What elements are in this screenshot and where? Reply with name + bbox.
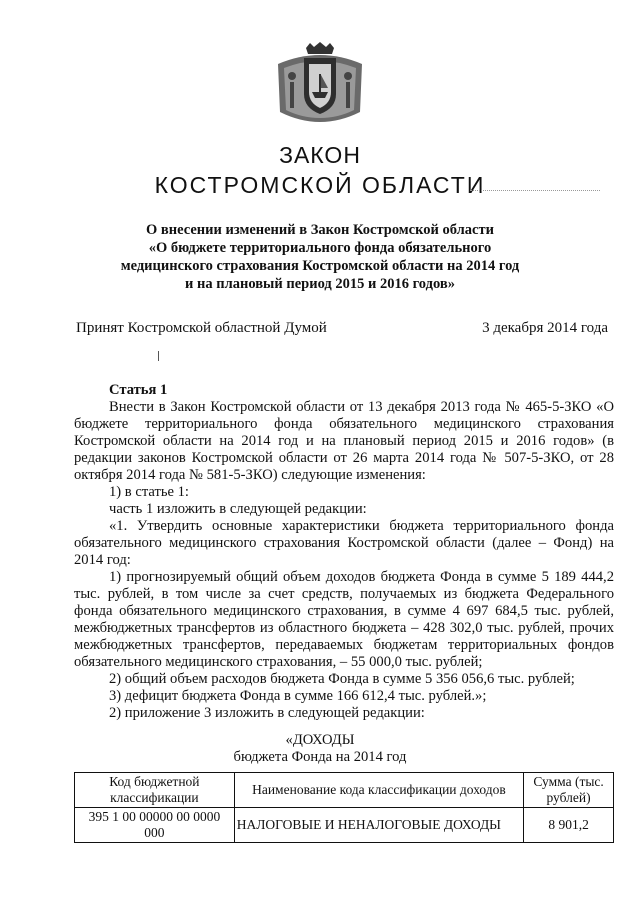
scan-artifact-line	[470, 190, 600, 191]
column-header: Наименование кода классификации доходов	[234, 773, 523, 808]
adoption-date: 3 декабря 2014 года	[482, 320, 608, 336]
income-title	[0, 732, 640, 766]
coat-of-arms-icon	[270, 42, 370, 124]
scan-artifact-mark	[158, 351, 159, 361]
subtitle-line: О внесении изменений в Закон Костромской области	[146, 222, 494, 238]
article-paragraph: «1. Утвердить основные характеристики бюджета территориального фонда обязательного медицинского страхования Костромской области (далее – Фонд) на 2014 год:	[74, 518, 614, 568]
income-sum: 8 901,2	[524, 808, 614, 843]
article-paragraph: часть 1 изложить в следующей редакции:	[109, 501, 367, 517]
column-header: Сумма (тыс. рублей)	[524, 773, 614, 808]
adopted-by: Принят Костромской областной Думой	[76, 320, 327, 336]
income-table	[74, 772, 614, 843]
budget-code: 395 1 00 00000 00 0000 000	[75, 808, 235, 843]
table-header-row	[75, 773, 614, 808]
article-heading: Статья 1	[109, 382, 168, 398]
law-title	[0, 140, 640, 200]
subtitle-line: и на плановый период 2015 и 2016 годов»	[185, 276, 455, 292]
income-title-line1: «ДОХОДЫ	[285, 732, 355, 748]
law-word: ЗАКОН	[279, 142, 361, 168]
table-row	[75, 808, 614, 843]
column-header: Код бюджетной классификации	[75, 773, 235, 808]
article-body	[74, 382, 614, 722]
article-paragraph: 1) в статье 1:	[109, 484, 189, 500]
income-name: НАЛОГОВЫЕ И НЕНАЛОГОВЫЕ ДОХОДЫ	[234, 808, 523, 843]
article-paragraph: 1) прогнозируемый общий объем доходов бюджета Фонда в сумме 5 189 444,2 тыс. рублей, в том числе за счет средств, получаемых из бюджета Федерального фонда обязательного медицинского страхования, в сумме 4 697 684,5 тыс. рублей, межбюджетных трансфертов из областного бюджета – 428 302,0 тыс. рублей, прочих межбюджетных трансфертов, передаваемых бюджетам территориальных фондов обязательного медицинского страхования, – 55 000,0 тыс. рублей;	[74, 569, 614, 670]
subtitle-line: медицинского страхования Костромской области на 2014 год	[120, 258, 520, 274]
subtitle-line: «О бюджете территориального фонда обязательного	[148, 240, 492, 256]
article-paragraph: Внести в Закон Костромской области от 13 декабря 2013 года № 465-5-ЗКО «О бюджете территориального фонда обязательного медицинского страхования Костромской области на 2014 год и на плановый период 2015 и 2016 годов» (в редакции законов Костромской области от 26 марта 2014 года № 507-5-ЗКО, от 28 октября 2014 года № 581-5-ЗКО) следующие изменения:	[74, 399, 614, 483]
law-subtitle	[0, 221, 640, 293]
adoption-line	[76, 320, 608, 337]
income-title-line2: бюджета Фонда на 2014 год	[233, 749, 407, 765]
article-paragraph: 3) дефицит бюджета Фонда в сумме 166 612,4 тыс. рублей.»;	[109, 688, 487, 704]
article-paragraph: 2) приложение 3 изложить в следующей редакции:	[109, 705, 425, 721]
region-name: КОСТРОМСКОЙ ОБЛАСТИ	[154, 172, 486, 198]
article-paragraph: 2) общий объем расходов бюджета Фонда в сумме 5 356 056,6 тыс. рублей;	[109, 671, 575, 687]
